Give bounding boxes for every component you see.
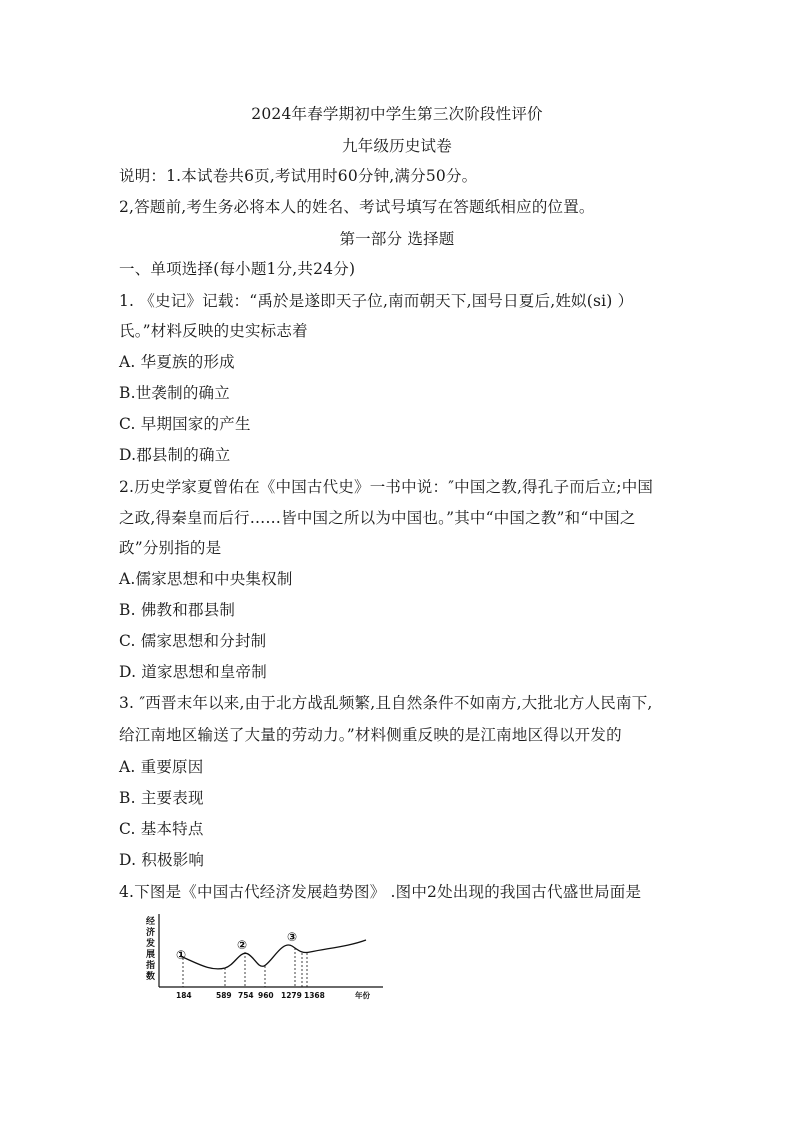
- question-2-option-a: A.儒家思想和中央集权制: [119, 570, 293, 588]
- y-axis-label-char: 发: [146, 939, 156, 949]
- marker-3: ③: [287, 930, 298, 944]
- x-tick-1279: 1279: [281, 991, 302, 1000]
- question-3-stem-line-2: 给江南地区输送了大量的劳动力。”材料侧重反映的是江南地区得以开发的: [119, 726, 622, 744]
- part-title: 第一部分 选择题: [339, 230, 455, 248]
- x-tick-754: 754: [238, 991, 254, 1000]
- exam-title: 2024年春学期初中学生第三次阶段性评价: [251, 105, 543, 123]
- marker-1: ①: [176, 948, 187, 962]
- question-1-option-c: C. 早期国家的产生: [119, 415, 251, 433]
- economic-trend-chart-svg: [140, 910, 390, 1002]
- question-1-stem-line-2: 氏。”材料反映的史实标志着: [119, 322, 308, 340]
- question-3-option-b: B. 主要表现: [119, 789, 204, 807]
- question-2-stem-line-1: 2.历史学家夏曾佑在《中国古代史》一书中说：″中国之教,得孔子而后立;中国: [119, 478, 654, 496]
- y-axis-label-char: 济: [146, 928, 156, 938]
- x-tick-960: 960: [258, 991, 274, 1000]
- instruction-line-1: 说明：1.本试卷共6页,考试用时60分钟,满分50分。: [119, 167, 478, 185]
- question-1-option-d: D.郡县制的确立: [119, 446, 231, 464]
- question-3-stem-line-1: 3. ″西晋末年以来,由于北方战乱频繁,且自然条件不如南方,大批北方人民南下,: [119, 694, 653, 712]
- y-axis-label-char: 展: [146, 950, 156, 960]
- section-title: 一、单项选择(每小题1分,共24分): [119, 260, 356, 278]
- x-tick-184: 184: [176, 991, 192, 1000]
- y-axis-label-char: 经: [146, 917, 156, 927]
- question-1-stem-line-1: 1. 《史记》记载：“禹於是遂即天子位,南而朝天下,国号日夏后,姓姒(si) ）: [119, 292, 634, 310]
- trend-line: [180, 940, 366, 969]
- marker-2: ②: [237, 938, 248, 952]
- y-axis-label: [145, 915, 155, 982]
- question-2-stem-line-3: 政”分别指的是: [119, 539, 222, 557]
- question-2-option-c: C. 儒家思想和分封制: [119, 632, 267, 650]
- exam-subtitle: 九年级历史试卷: [342, 137, 452, 155]
- question-2-stem-line-2: 之政,得秦皇而后行……皆中国之所以为中国也。”其中“中国之教”和“中国之: [119, 509, 636, 527]
- question-3-option-c: C. 基本特点: [119, 820, 204, 838]
- question-2-option-d: D. 道家思想和皇帝制: [119, 663, 267, 681]
- question-1-option-b: B.世袭制的确立: [119, 384, 230, 402]
- question-4-stem-line-1: 4.下图是《中国古代经济发展趋势图》 .图中2处出现的我国古代盛世局面是: [119, 883, 642, 901]
- y-axis-label-char: 指: [146, 961, 156, 971]
- question-3-option-a: A. 重要原因: [119, 758, 204, 776]
- y-axis-label-char: 数: [146, 972, 156, 982]
- x-axis-label: 年份: [355, 991, 370, 1000]
- question-3-option-d: D. 积极影响: [119, 851, 205, 869]
- instruction-line-2: 2,答题前,考生务必将本人的姓名、考试号填写在答题纸相应的位置。: [119, 198, 595, 216]
- question-2-option-b: B. 佛教和郡县制: [119, 601, 236, 619]
- economic-trend-chart: [140, 910, 390, 1002]
- x-tick-1368: 1368: [304, 991, 325, 1000]
- question-1-option-a: A. 华夏族的形成: [119, 353, 235, 371]
- x-tick-589: 589: [216, 991, 232, 1000]
